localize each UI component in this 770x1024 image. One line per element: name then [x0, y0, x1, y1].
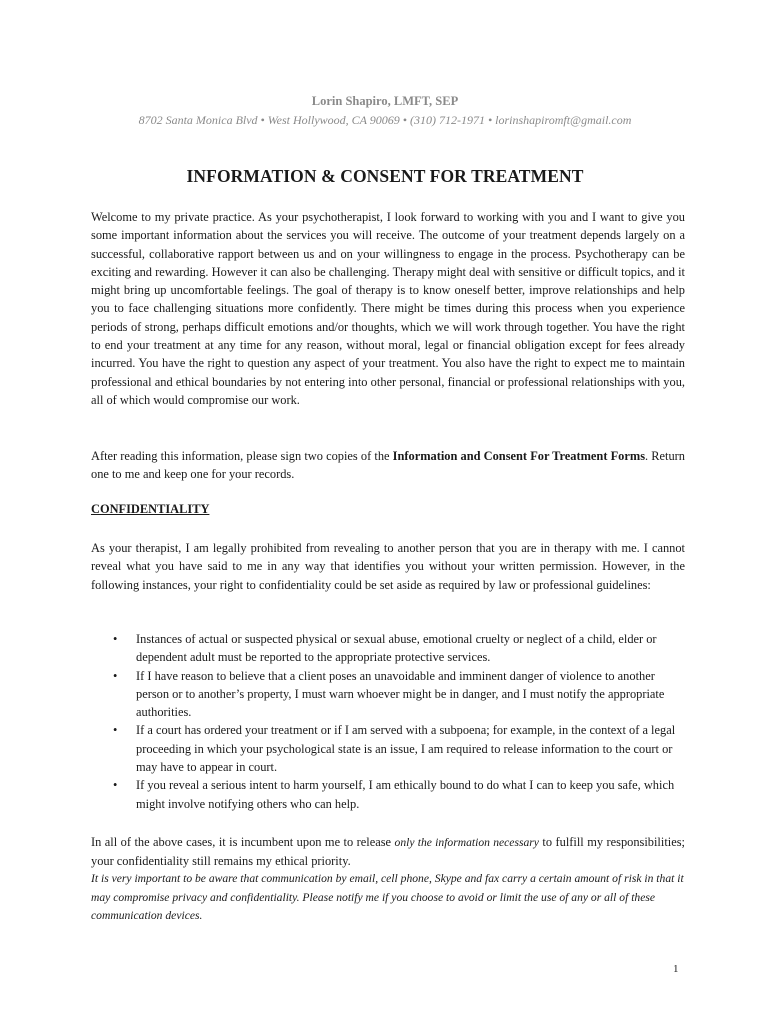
signing-instructions-paragraph	[91, 447, 685, 484]
page-number: 1	[673, 963, 679, 975]
list-item-text: If a court has ordered your treatment or if I am served with a subpoena; for example, in the context of a legal proceeding in which your psychological state is an issue, I am required to release information to the court or may have to appear in court.	[136, 723, 676, 775]
bullet-icon: •	[113, 778, 118, 793]
bullet-icon: •	[113, 668, 118, 683]
bullet-icon: •	[113, 723, 118, 738]
confidentiality-heading: CONFIDENTIALITY	[91, 502, 210, 516]
confidentiality-intro-paragraph: As your therapist, I am legally prohibited from revealing to another person that you are in therapy with me. I cannot reveal what you have said to me in any way that identifies you without your written permission. However, in the following instances, your right to confidentiality could be set aside as required by law or professional guidelines:	[91, 541, 685, 592]
list-item-text: If you reveal a serious intent to harm yourself, I am ethically bound to do what I can to keep you safe, which might involve notifying others who can help.	[136, 778, 675, 811]
bullet-icon: •	[113, 632, 118, 646]
welcome-paragraph: Welcome to my private practice. As your psychotherapist, I look forward to working with you and I want to give you some important information about the services you will receive. The outcome of your treatment depends largely on a successful, collaborative rapport between us and on your willingness to engage in the process. Psychotherapy can be exciting and rewarding. However it can also be challenging. Therapy might deal with sensitive or difficult topics, and it might bring up uncomfortable feelings. The goal of therapy is to know oneself better, improve relationships and help you to face challenging situations more confidently. There might be times during this process when you experience periods of strong, perhaps difficult emotions and/or thoughts, which we will work through together. You have the right to end your treatment at any time for any reason, without moral, legal or financial obligation except for fees already incurred. You have the right to question any aspect of your treatment. You also have the right to expect me to maintain professional and ethical boundaries by not entering into other personal, financial or professional relationships with you, all of which would compromise our work.	[91, 210, 685, 407]
list-item	[91, 667, 685, 722]
list-item	[91, 630, 685, 667]
letterhead	[0, 93, 770, 129]
letterhead-address: 8702 Santa Monica Blvd • West Hollywood, CA 90069 • (310) 712-1971 • lorinshapiromft@gmail.com	[138, 113, 632, 127]
closing-text-after: to fulfill my responsibilities; your confidentiality still remains my ethical priority.	[91, 835, 685, 869]
confidentiality-closing-paragraph	[91, 833, 685, 871]
closing-italic-emphasis: only the information necessary	[394, 836, 539, 849]
closing-text-before: In all of the above cases, it is incumbent upon me to release	[91, 835, 395, 849]
list-item	[91, 721, 685, 776]
signing-text-after: . Return one to me and keep one for your records.	[91, 449, 685, 482]
confidentiality-exceptions-list	[91, 630, 685, 813]
communication-risk-warning: It is very important to be aware that communication by email, cell phone, Skype and fax carry a certain amount of risk in that it may compromise privacy and confidentiality. Please notify me if you choose to avoid or limit the use of any or all of these communication devices.	[91, 872, 684, 923]
list-item	[91, 776, 685, 813]
letterhead-name: Lorin Shapiro, LMFT, SEP	[311, 94, 459, 108]
document-title: INFORMATION & CONSENT FOR TREATMENT	[186, 166, 584, 186]
signing-text-before: After reading this information, please sign two copies of the	[91, 449, 393, 463]
consent-forms-name: Information and Consent For Treatment Forms	[392, 449, 646, 463]
list-item-text: If I have reason to believe that a client poses an unavoidable and imminent danger of violence to another person or to another’s property, I must warn whoever might be in danger, and I must notify the appropriate authorities.	[136, 668, 665, 720]
list-item-text: Instances of actual or suspected physical or sexual abuse, emotional cruelty or neglect of a child, elder or dependent adult must be reported to the appropriate protective services.	[136, 632, 657, 665]
